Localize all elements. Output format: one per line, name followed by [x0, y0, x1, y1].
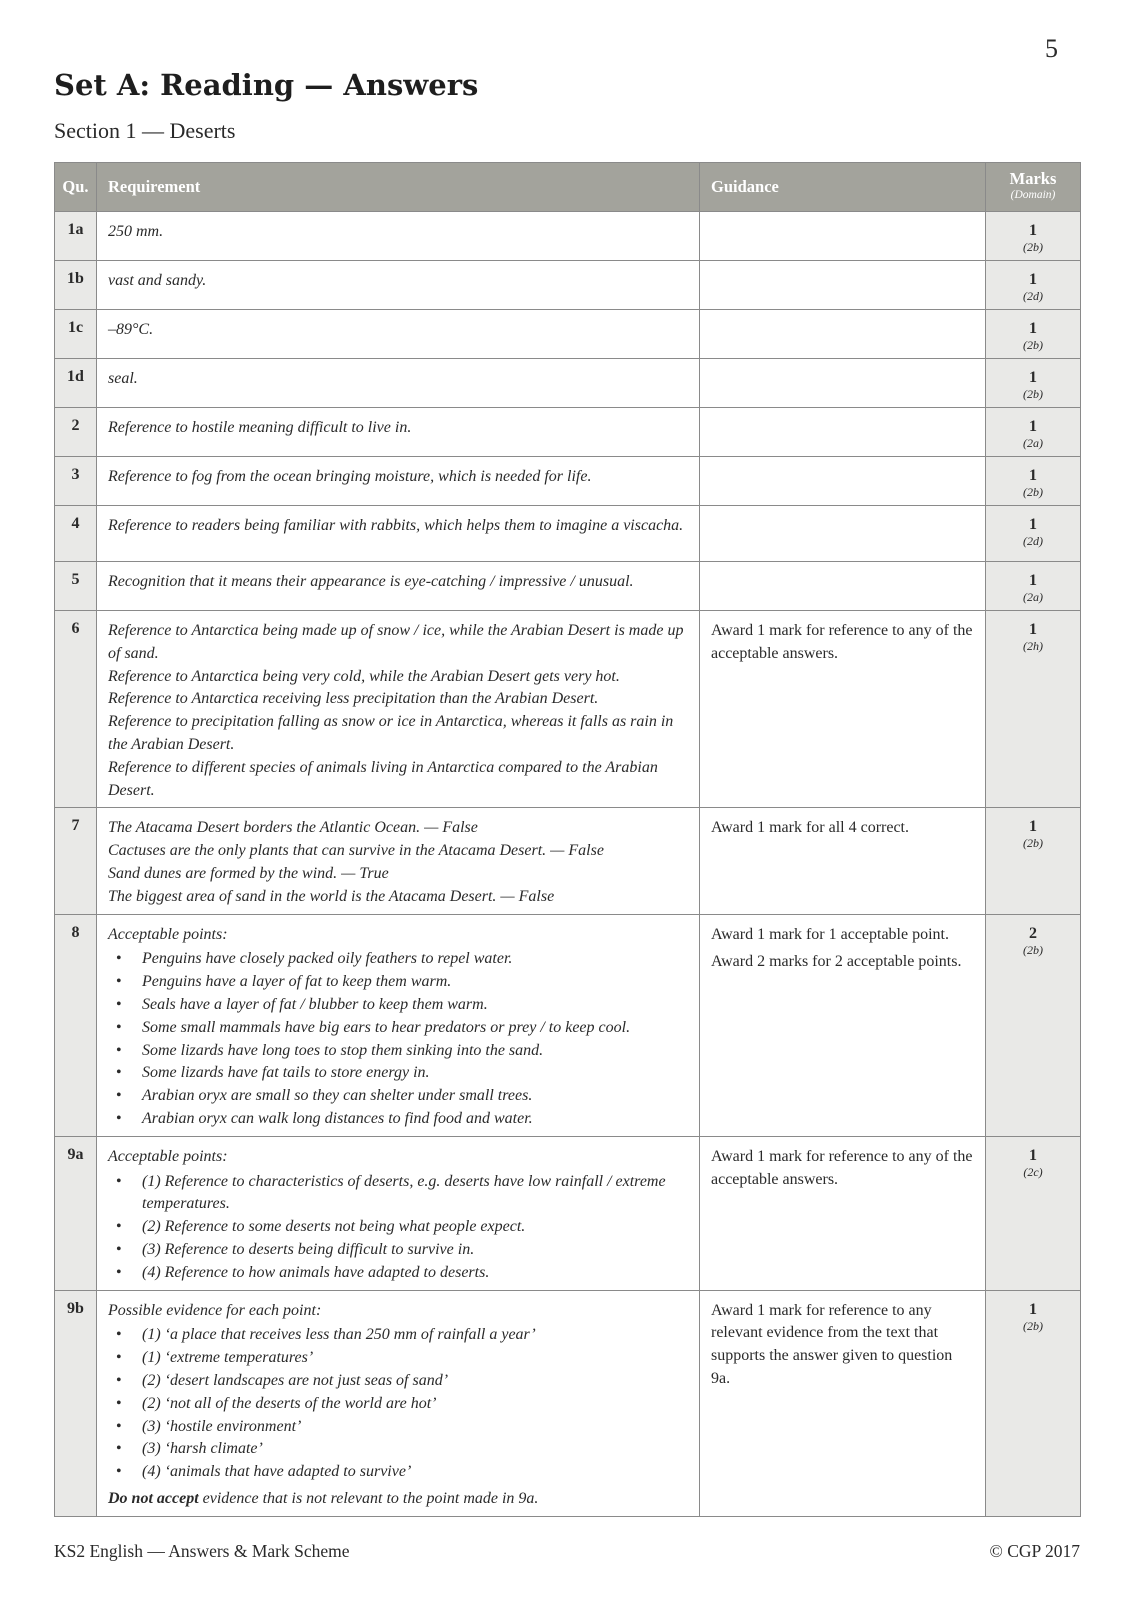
bullet-icon: •	[116, 1326, 122, 1344]
list-item	[108, 1239, 688, 1262]
mark-value: 1	[1029, 818, 1037, 836]
question-number: 9b	[55, 1290, 97, 1516]
bullet-icon: •	[116, 1440, 122, 1458]
list-item	[108, 1262, 688, 1285]
mark-value: 1	[1029, 516, 1037, 533]
guidance-cell	[700, 261, 986, 310]
table-row	[55, 1136, 1081, 1290]
bullet-text: (3) ‘harsh climate’	[142, 1440, 263, 1458]
mark-domain: (2d)	[1023, 289, 1043, 303]
footer-title: KS2 English — Answers & Mark Scheme	[54, 1541, 350, 1561]
bullet-text: Penguins have a layer of fat to keep them warm.	[142, 973, 452, 991]
question-number: 5	[55, 562, 97, 611]
guidance-text: Award 1 mark for 1 acceptable point.	[711, 925, 949, 943]
question-number: 8	[55, 914, 97, 1136]
marks-cell	[986, 914, 1081, 1136]
requirement-cell	[97, 1136, 700, 1290]
bullet-text: (2) Reference to some deserts not being what people expect.	[142, 1218, 526, 1236]
requirement-cell	[97, 562, 700, 611]
list-item	[108, 1416, 688, 1439]
bullet-icon: •	[116, 1218, 122, 1236]
do-not-accept-label: Do not accept	[108, 1489, 199, 1507]
marks-cell	[986, 1290, 1081, 1516]
bullet-text: Some lizards have long toes to stop them sinking into the sand.	[142, 1041, 544, 1059]
list-item	[108, 1216, 688, 1239]
mark-domain: (2a)	[1023, 590, 1043, 604]
header-marks-label: Marks	[1009, 169, 1057, 188]
guidance-text: Award 1 mark for reference to any of the acceptable answers.	[711, 1147, 973, 1188]
list-item	[108, 1347, 688, 1370]
mark-value: 1	[1029, 271, 1037, 288]
requirement-line: Reference to hostile meaning difficult to live in.	[108, 419, 412, 436]
bullet-icon: •	[116, 1087, 122, 1105]
guidance-cell	[700, 611, 986, 808]
question-number: 4	[55, 506, 97, 562]
list-item	[108, 1461, 688, 1484]
bullet-text: (4) ‘animals that have adapted to survive’	[142, 1463, 412, 1481]
guidance-cell	[700, 212, 986, 261]
guidance-cell	[700, 506, 986, 562]
mark-value: 1	[1029, 222, 1037, 239]
bullet-text: Penguins have closely packed oily feathers to repel water.	[142, 950, 513, 968]
requirement-line: Sand dunes are formed by the wind. — True	[108, 864, 389, 882]
list-item	[108, 971, 688, 994]
requirement-line: Reference to readers being familiar with rabbits, which helps them to imagine a viscacha.	[108, 517, 684, 534]
requirement-line: seal.	[108, 370, 138, 387]
guidance-text: Award 2 marks for 2 acceptable points.	[711, 953, 962, 971]
marks-cell	[986, 506, 1081, 562]
list-item	[108, 1324, 688, 1347]
bullet-icon: •	[116, 1172, 122, 1190]
header-requirement: Requirement	[97, 163, 700, 212]
requirement-cell	[97, 359, 700, 408]
guidance-text: Award 1 mark for reference to any of the acceptable answers.	[711, 622, 973, 662]
requirement-line: The Atacama Desert borders the Atlantic Ocean. — False	[108, 819, 478, 837]
requirement-cell	[97, 408, 700, 457]
table-row	[55, 359, 1081, 408]
marks-cell	[986, 408, 1081, 457]
acceptable-points-list	[108, 1324, 688, 1484]
list-item	[108, 948, 688, 971]
guidance-cell	[700, 408, 986, 457]
list-item	[108, 1040, 688, 1063]
marks-cell	[986, 310, 1081, 359]
bullet-icon: •	[116, 1263, 122, 1281]
header-guidance: Guidance	[700, 163, 986, 212]
guidance-cell	[700, 914, 986, 1136]
do-not-accept-text: evidence that is not relevant to the point made in 9a.	[198, 1489, 539, 1507]
mark-value: 1	[1029, 467, 1037, 484]
bullet-text: (4) Reference to how animals have adapted to deserts.	[142, 1263, 490, 1281]
bullet-icon: •	[116, 1463, 122, 1481]
mark-domain: (2c)	[1023, 1164, 1043, 1179]
bullet-text: (1) ‘extreme temperatures’	[142, 1349, 314, 1367]
bullet-text: Some small mammals have big ears to hear predators or prey / to keep cool.	[142, 1018, 631, 1036]
mark-value: 1	[1029, 572, 1037, 589]
mark-domain: (2b)	[1023, 387, 1043, 401]
mark-value: 1	[1029, 1146, 1037, 1164]
table-row	[55, 457, 1081, 506]
do-not-accept-note	[108, 1488, 688, 1511]
requirement-line: Acceptable points:	[108, 1147, 228, 1165]
page-title: Set A: Reading — Answers	[54, 68, 479, 102]
question-number: 9a	[55, 1136, 97, 1290]
bullet-text: (2) ‘not all of the deserts of the world are hot’	[142, 1394, 437, 1412]
mark-domain: (2b)	[1023, 485, 1043, 499]
mark-domain: (2b)	[1023, 836, 1043, 851]
list-item	[108, 1062, 688, 1085]
bullet-icon: •	[116, 995, 122, 1013]
requirement-line: Reference to Antarctica receiving less precipitation than the Arabian Desert.	[108, 690, 599, 708]
mark-domain: (2d)	[1023, 534, 1043, 548]
header-marks	[986, 163, 1081, 212]
requirement-cell	[97, 506, 700, 562]
requirement-cell	[97, 611, 700, 808]
list-item	[108, 994, 688, 1017]
question-number: 7	[55, 808, 97, 914]
mark-scheme-table	[54, 162, 1081, 1517]
mark-value: 1	[1029, 418, 1037, 435]
table-row	[55, 408, 1081, 457]
guidance-text: Award 1 mark for reference to any relevant evidence from the text that supports the answer given to question 9a.	[711, 1301, 953, 1387]
table-row	[55, 914, 1081, 1136]
question-number: 1c	[55, 310, 97, 359]
question-number: 1b	[55, 261, 97, 310]
mark-domain: (2h)	[1023, 639, 1043, 653]
question-number: 1a	[55, 212, 97, 261]
guidance-cell	[700, 1136, 986, 1290]
bullet-icon: •	[116, 1394, 122, 1412]
requirement-line: Reference to precipitation falling as snow or ice in Antarctica, whereas it falls as rain in the Arabian Desert.	[108, 713, 674, 753]
mark-domain: (2b)	[1023, 240, 1043, 254]
requirement-line: The biggest area of sand in the world is the Atacama Desert. — False	[108, 887, 555, 905]
bullet-icon: •	[116, 1064, 122, 1082]
bullet-text: Some lizards have fat tails to store energy in.	[142, 1064, 430, 1082]
requirement-line: Reference to Antarctica being very cold, while the Arabian Desert gets very hot.	[108, 667, 620, 685]
bullet-text: Arabian oryx can walk long distances to find food and water.	[142, 1109, 533, 1127]
requirement-line: Recognition that it means their appearance is eye-catching / impressive / unusual.	[108, 573, 634, 590]
marks-cell	[986, 562, 1081, 611]
bullet-icon: •	[116, 1109, 122, 1127]
header-qu: Qu.	[55, 163, 97, 212]
guidance-cell	[700, 457, 986, 506]
table-row	[55, 1290, 1081, 1516]
table-row	[55, 611, 1081, 808]
guidance-text: Award 1 mark for all 4 correct.	[711, 819, 909, 837]
guidance-cell	[700, 562, 986, 611]
question-number: 6	[55, 611, 97, 808]
acceptable-points-list	[108, 1171, 688, 1285]
requirement-line: vast and sandy.	[108, 272, 207, 289]
bullet-icon: •	[116, 1417, 122, 1435]
requirement-cell	[97, 914, 700, 1136]
bullet-icon: •	[116, 1018, 122, 1036]
mark-domain: (2b)	[1023, 338, 1043, 352]
bullet-text: Arabian oryx are small so they can shelter under small trees.	[142, 1087, 533, 1105]
bullet-icon: •	[116, 950, 122, 968]
requirement-cell	[97, 808, 700, 914]
acceptable-points-list	[108, 948, 688, 1130]
table-row	[55, 506, 1081, 562]
table-row	[55, 562, 1081, 611]
bullet-icon: •	[116, 1240, 122, 1258]
marks-cell	[986, 359, 1081, 408]
list-item	[108, 1370, 688, 1393]
list-item	[108, 1171, 688, 1217]
bullet-icon: •	[116, 1041, 122, 1059]
footer-copyright: © CGP 2017	[989, 1541, 1080, 1561]
bullet-icon: •	[116, 1371, 122, 1389]
table-body	[55, 212, 1081, 1517]
question-number: 1d	[55, 359, 97, 408]
requirement-cell	[97, 310, 700, 359]
bullet-icon: •	[116, 1349, 122, 1367]
mark-domain: (2b)	[1023, 1318, 1043, 1333]
requirement-cell	[97, 261, 700, 310]
requirement-line: 250 mm.	[108, 223, 164, 240]
guidance-cell	[700, 1290, 986, 1516]
mark-value: 1	[1029, 320, 1037, 337]
marks-cell	[986, 1136, 1081, 1290]
table-header	[55, 163, 1081, 212]
mark-value: 1	[1029, 1300, 1037, 1318]
requirement-line: –89°C.	[108, 321, 154, 338]
requirement-line: Cactuses are the only plants that can survive in the Atacama Desert. — False	[108, 842, 604, 860]
bullet-icon: •	[116, 973, 122, 991]
marks-cell	[986, 611, 1081, 808]
list-item	[108, 1017, 688, 1040]
guidance-cell	[700, 808, 986, 914]
list-item	[108, 1438, 688, 1461]
section-title: Section 1 — Deserts	[54, 118, 236, 143]
bullet-text: Seals have a layer of fat / blubber to keep them warm.	[142, 995, 488, 1013]
marks-cell	[986, 261, 1081, 310]
table-row	[55, 212, 1081, 261]
requirement-cell	[97, 1290, 700, 1516]
requirement-line: Acceptable points:	[108, 925, 228, 943]
page-number: 5	[1045, 34, 1058, 63]
list-item	[108, 1085, 688, 1108]
marks-cell	[986, 457, 1081, 506]
bullet-text: (1) Reference to characteristics of deserts, e.g. deserts have low rainfall / extreme temperatures.	[142, 1172, 666, 1213]
mark-value: 1	[1029, 369, 1037, 386]
requirement-line: Possible evidence for each point:	[108, 1301, 322, 1319]
bullet-text: (2) ‘desert landscapes are not just seas of sand’	[142, 1371, 449, 1389]
mark-domain: (2b)	[1023, 942, 1043, 957]
list-item	[108, 1108, 688, 1131]
requirement-cell	[97, 457, 700, 506]
requirement-line: Reference to fog from the ocean bringing moisture, which is needed for life.	[108, 468, 592, 485]
header-domain-label: (Domain)	[1010, 189, 1056, 201]
list-item	[108, 1393, 688, 1416]
mark-domain: (2a)	[1023, 436, 1043, 450]
bullet-text: (1) ‘a place that receives less than 250 mm of rainfall a year’	[142, 1326, 536, 1344]
table-row	[55, 808, 1081, 914]
marks-cell	[986, 808, 1081, 914]
marks-cell	[986, 212, 1081, 261]
bullet-text: (3) ‘hostile environment’	[142, 1417, 302, 1435]
bullet-text: (3) Reference to deserts being difficult to survive in.	[142, 1240, 475, 1258]
table-row	[55, 261, 1081, 310]
requirement-cell	[97, 212, 700, 261]
mark-value: 1	[1029, 621, 1037, 638]
question-number: 3	[55, 457, 97, 506]
requirement-line: Reference to Antarctica being made up of snow / ice, while the Arabian Desert is made up of sand.	[108, 622, 684, 662]
guidance-cell	[700, 310, 986, 359]
guidance-cell	[700, 359, 986, 408]
question-number: 2	[55, 408, 97, 457]
requirement-line: Reference to different species of animals living in Antarctica compared to the Arabian Desert.	[108, 758, 658, 799]
table-row	[55, 310, 1081, 359]
mark-value: 2	[1029, 924, 1037, 942]
